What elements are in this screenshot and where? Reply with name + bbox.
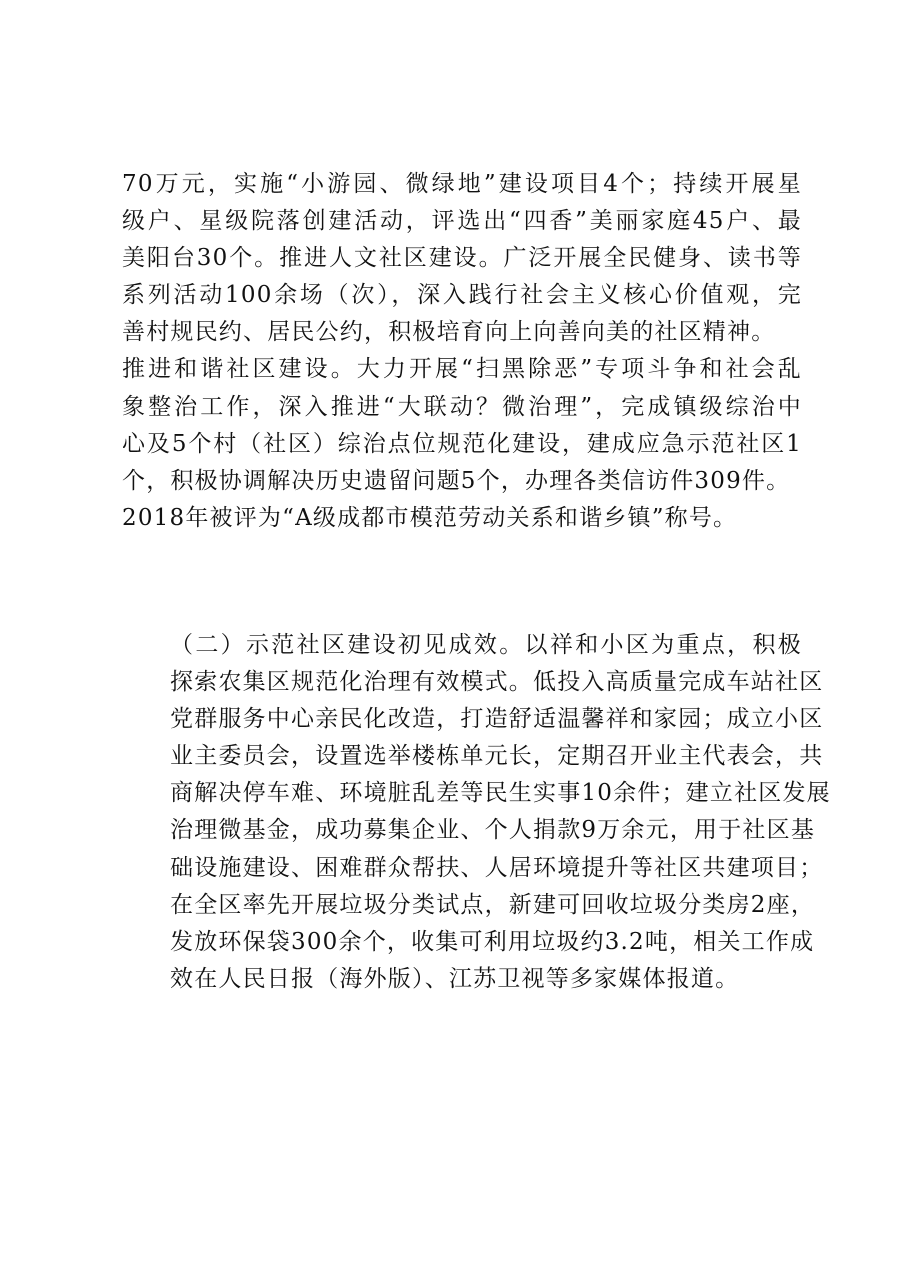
text-line: 础设施建设、困难群众帮扶、人居环境提升等社区共建项目； xyxy=(170,854,824,881)
text-line: 党群服务中心亲民化改造，打造舒适温馨祥和家园；成立小区 xyxy=(170,706,824,733)
text-line: 善村规民约、居民公约，积极培育向上向善向美的社区精神。 xyxy=(122,319,776,346)
paragraph-demonstration-community xyxy=(122,627,831,998)
paragraph-community-building xyxy=(122,166,802,537)
text-line: （二）示范社区建设初见成效。以祥和小区为重点，积极 xyxy=(170,632,802,658)
text-line: 心及5个村（社区）综治点位规范化建设，建成应急示范社区1 xyxy=(122,430,802,457)
text-line: 级户、星级院落创建活动，评选出“四香”美丽家庭45户、最 xyxy=(122,208,802,235)
text-line: 治理微基金，成功募集企业、个人捐款9万余元，用于社区基 xyxy=(170,817,816,844)
text-line: 个，积极协调解决历史遗留问题5个，办理各类信访件309件。 xyxy=(122,467,791,494)
text-line: 70万元，实施“小游园、微绿地”建设项目4个；持续开展星 xyxy=(122,171,802,197)
text-line: 2018年被评为“A级成都市模范劳动关系和谐乡镇”称号。 xyxy=(122,504,738,531)
text-line: 象整治工作，深入推进“大联动？微治理”，完成镇级综治中 xyxy=(122,393,802,420)
text-line: 在全区率先开展垃圾分类试点，新建可回收垃圾分类房2座， xyxy=(170,891,816,918)
text-line: 业主委员会，设置选举楼栋单元长，定期召开业主代表会，共 xyxy=(170,743,824,770)
text-line: 效在人民日报（海外版）、江苏卫视等多家媒体报道。 xyxy=(170,965,740,992)
text-line: 推进和谐社区建设。大力开展“扫黑除恶”专项斗争和社会乱 xyxy=(122,356,802,383)
text-line: 商解决停车难、环境脏乱差等民生实事10余件；建立社区发展 xyxy=(170,780,831,807)
text-line: 发放环保袋300余个，收集可利用垃圾约3.2吨，相关工作成 xyxy=(170,928,815,955)
text-line: 探索农集区规范化治理有效模式。低投入高质量完成车站社区 xyxy=(170,669,824,696)
text-line: 美阳台30个。推进人文社区建设。广泛开展全民健身、读书等 xyxy=(122,245,802,272)
text-line: 系列活动100余场（次），深入践行社会主义核心价值观，完 xyxy=(122,282,802,309)
